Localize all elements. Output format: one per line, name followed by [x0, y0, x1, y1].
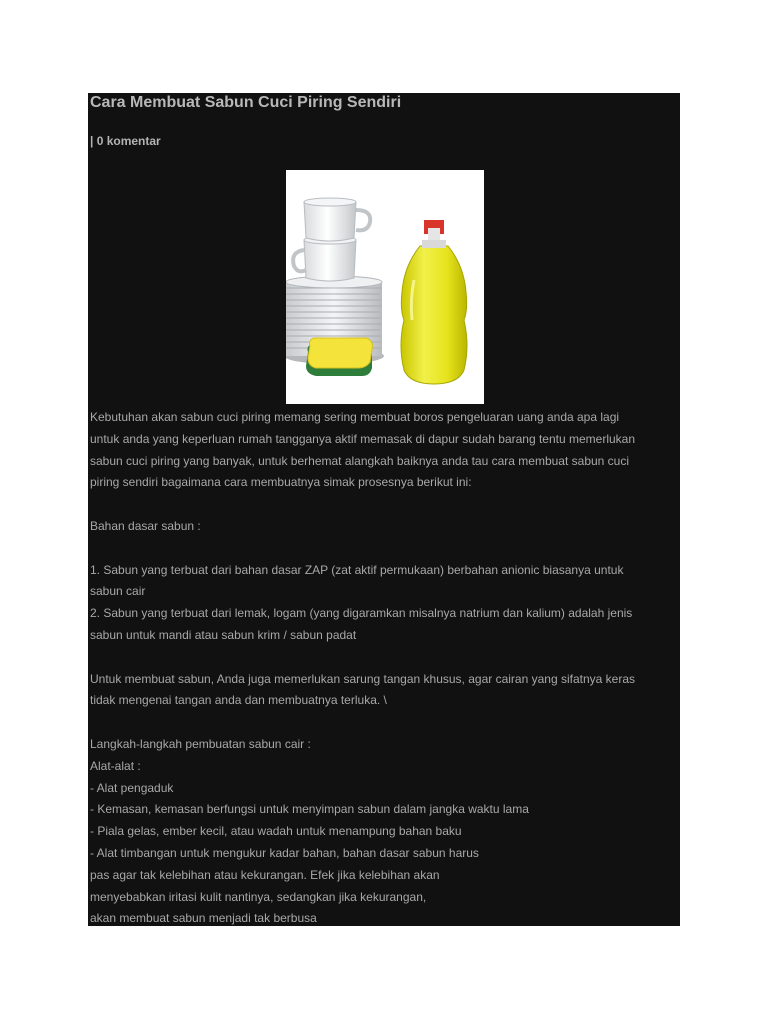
body-line: - Kemasan, kemasan berfungsi untuk menyimpan sabun dalam jangka waktu lama [90, 802, 529, 817]
body-line: tidak mengenai tangan anda dan membuatnya terluka. \ [90, 693, 387, 708]
blank-line [90, 712, 678, 734]
body-line: menyebabkan iritasi kulit nantinya, sedangkan jika kekurangan, [90, 889, 427, 904]
article-image [286, 170, 484, 404]
dishes-and-soap-illustration [286, 170, 484, 404]
blank-line [90, 647, 678, 669]
body-line: 1. Sabun yang terbuat dari bahan dasar ZAP (zat aktif permukaan) berbahan anionic biasanya untuk [90, 562, 624, 577]
body-line: - Alat pengaduk [90, 780, 174, 795]
body-line: 2. Sabun yang terbuat dari lemak, logam (yang digaramkan misalnya natrium dan kalium) adalah jenis [90, 606, 633, 621]
sponge [306, 338, 372, 376]
body-line: Kebutuhan akan sabun cuci piring memang sering membuat boros pengeluaran uang anda apa lagi [90, 410, 620, 424]
body-line: piring sendiri bagaimana cara membuatnya simak prosesnya berikut ini: [90, 475, 472, 490]
body-line: - Piala gelas, ember kecil, atau wadah untuk menampung bahan baku [90, 824, 462, 839]
body-line: sabun untuk mandi atau sabun krim / sabun padat [90, 627, 357, 642]
body-line: Alat-alat : [90, 758, 141, 773]
body-line: akan membuat sabun menjadi tak berbusa [90, 911, 317, 926]
body-line: sabun cair [90, 584, 146, 599]
body-line: pas agar tak kelebihan atau kekurangan. Efek jika kelebihan akan [90, 867, 440, 882]
article-title[interactable]: Cara Membuat Sabun Cuci Piring Sendiri [90, 94, 402, 111]
article-panel [88, 93, 680, 926]
blank-line [90, 538, 678, 560]
body-line: - Alat timbangan untuk mengukur kadar bahan, bahan dasar sabun harus [90, 845, 479, 860]
body-line: Untuk membuat sabun, Anda juga memerlukan sarung tangan khusus, agar cairan yang sifatnya keras [90, 671, 635, 686]
article-body [90, 407, 678, 926]
body-line: untuk anda yang keperluan rumah tangganya aktif memasak di dapur sudah barang tentu memerlukan [90, 431, 636, 446]
body-line: sabun cuci piring yang banyak, untuk berhemat alangkah baiknya anda tau cara membuat sabun cuci [90, 453, 630, 468]
comment-count-link[interactable]: | 0 komentar [90, 134, 161, 148]
blank-line [90, 494, 678, 516]
body-line: Langkah-langkah pembuatan sabun cair : [90, 736, 311, 751]
body-line: Bahan dasar sabun : [90, 518, 201, 533]
